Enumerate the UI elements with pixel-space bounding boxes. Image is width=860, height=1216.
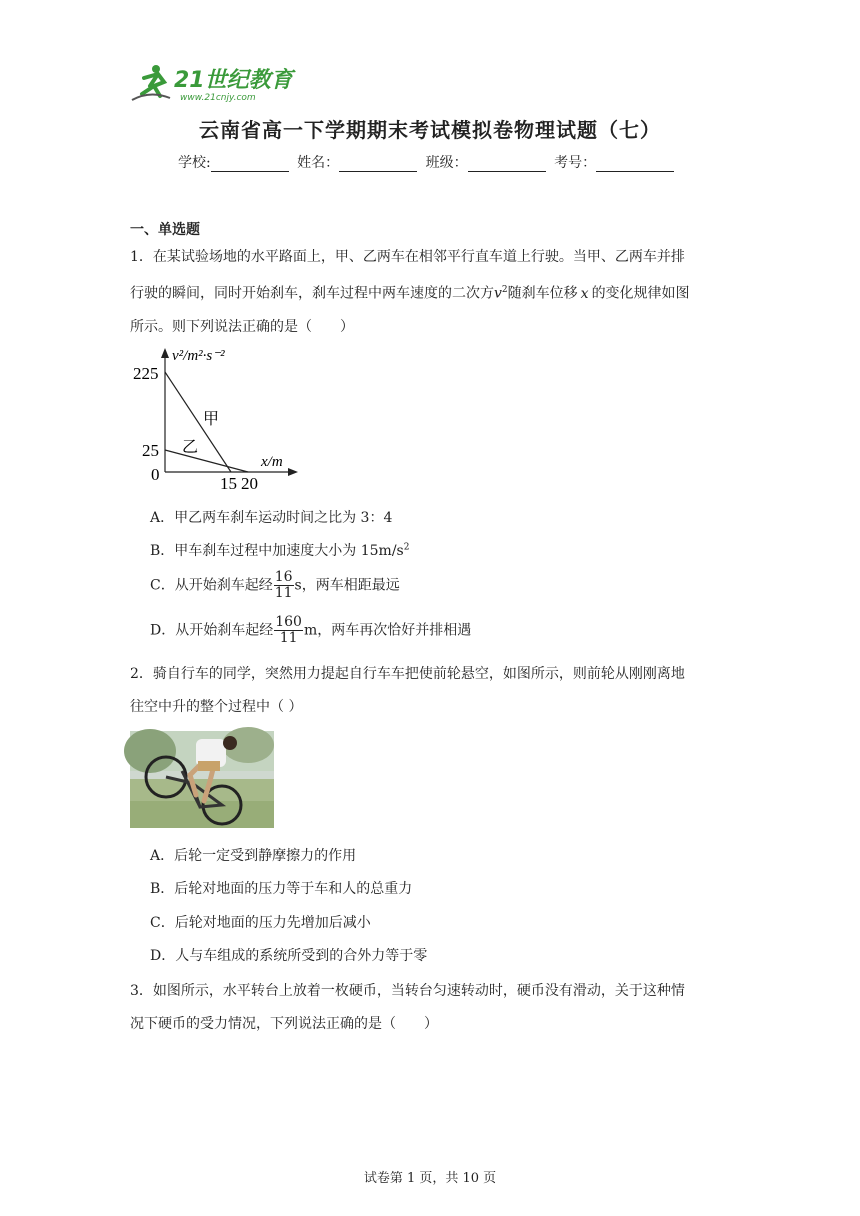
q1-line-3: 所示。则下列说法正确的是（ ）: [130, 318, 354, 335]
q3-line-2: 况下硬币的受力情况，下列说法正确的是（ ）: [130, 1016, 438, 1032]
logo-brand: 21世纪教育: [174, 68, 293, 93]
q2-option-a: A．后轮一定受到静摩擦力的作用: [150, 848, 357, 864]
exam-no-label: 考号：: [554, 155, 597, 171]
x-axis-arrow: [288, 468, 298, 476]
q2-line-1: 2．骑自行车的同学，突然用力提起自行车车把使前轮悬空，如图所示，则前轮从刚刚离地: [130, 666, 685, 682]
class-blank: [468, 157, 546, 172]
name-label: 姓名：: [297, 155, 340, 171]
q2-option-b: B．后轮对地面的压力等于车和人的总重力: [150, 881, 413, 897]
tick-25: 25: [142, 441, 159, 460]
logo-url: www.21cnjy.com: [180, 93, 256, 103]
q1-option-b: B．甲车刹车过程中加速度大小为 $15m/s^2$: [150, 542, 410, 559]
exam-no-blank: [596, 157, 674, 172]
logo-graphic: [130, 60, 300, 104]
label-yi: 乙: [182, 439, 199, 456]
q1-option-a: A．甲乙两车刹车运动时间之比为 3：4: [150, 510, 393, 526]
question-3: [130, 975, 740, 1041]
tick-225: 225: [133, 364, 159, 383]
q1-graph-svg: [133, 344, 306, 494]
school-blank: [211, 157, 289, 172]
tick-20: 20: [241, 474, 258, 493]
y-axis-label: v²/m²·s⁻²: [172, 348, 225, 364]
class-label: 班级：: [425, 155, 468, 171]
q2-option-d: D．人与车组成的系统所受到的合外力等于零: [150, 948, 428, 964]
section-heading: 一、单选题: [130, 222, 200, 238]
question-2: [130, 658, 740, 724]
q1-option-c: C．从开始刹车起经 $\frac{16}{11}$ s，两车相距最远: [150, 569, 400, 601]
runner-icon: [132, 65, 170, 100]
fraction-16-11: $\frac{16}{11}$: [274, 569, 293, 601]
q1-graph: [133, 344, 306, 494]
y-axis-arrow: [161, 348, 169, 358]
line-jia: [165, 372, 231, 472]
q2-option-c: C．后轮对地面的压力先增加后减小: [150, 915, 371, 931]
fraction-160-11: $\frac{160}{11}$: [275, 614, 302, 646]
tick-15: 15: [220, 474, 237, 493]
q2-line-2: 往空中升的整个过程中（ ）: [130, 699, 303, 715]
logo: [130, 60, 300, 104]
q3-line-1: 3．如图所示，水平转台上放着一枚硬币，当转台匀速转动时，硬币没有滑动，关于这种情: [130, 983, 685, 999]
school-label: 学校:: [178, 155, 211, 171]
page-title: 云南省高一下学期期末考试模拟卷物理试题（七）: [199, 118, 661, 142]
question-1: [130, 241, 740, 344]
q1-option-d: D．从开始刹车起经 $\frac{160}{11}$ m，两车再次恰好并排相遇: [150, 614, 472, 646]
tick-origin: 0: [151, 465, 160, 484]
q1-line-1: 1．在某试验场地的水平路面上，甲、乙两车在相邻平行直车道上行驶。当甲、乙两车并排: [130, 249, 685, 265]
page-footer: 试卷第 1 页，共 10 页: [363, 1171, 497, 1186]
x-axis-label: x/m: [261, 454, 283, 470]
student-info-line: [178, 152, 678, 172]
line-yi: [165, 450, 248, 472]
label-jia: 甲: [203, 411, 220, 428]
name-blank: [339, 157, 417, 172]
q1-line-2: 行驶的瞬间，同时开始刹车，刹车过程中两车速度的二次方$v^2$随刹车位移 x 的变化规律如图: [130, 285, 690, 302]
bicycle-wheelie-photo: [130, 731, 274, 828]
